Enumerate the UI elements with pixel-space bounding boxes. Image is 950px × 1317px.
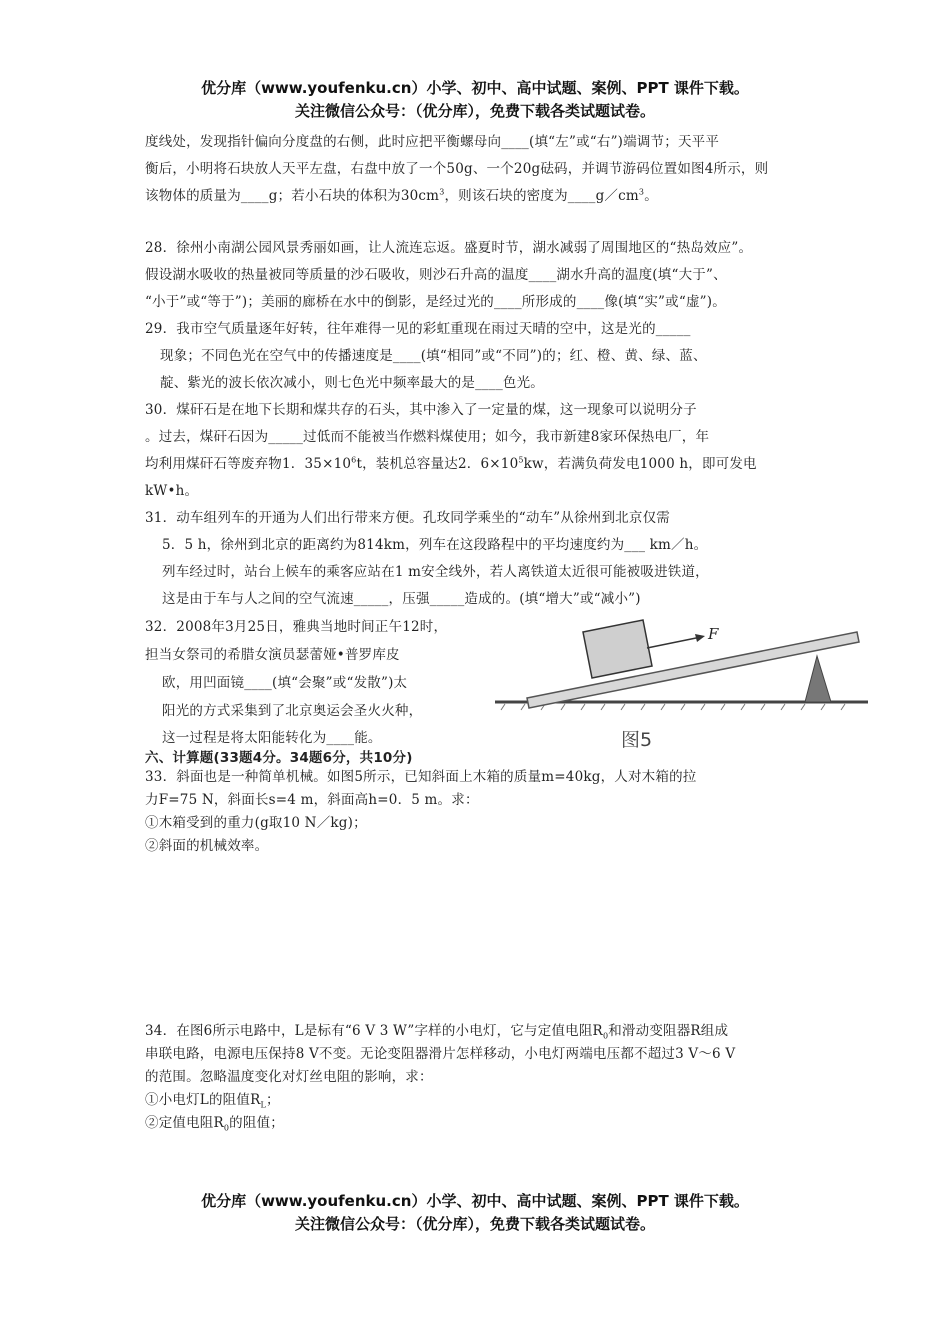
force-label: F [708, 625, 719, 643]
q27-line-2: 衡后，小明将石块放人天平左盘，右盘中放了一个50g、一个20g砝码，并调节游码位置如图4所示，则 [145, 161, 769, 177]
q31-line-2: 5．5 h，徐州到北京的距离约为814km，列车在这段路程中的平均速度约为___ km／h。 [162, 537, 708, 553]
support-triangle [805, 656, 831, 702]
q34-line-5: ②定值电阻$R_0$的阻值； [145, 1115, 284, 1133]
q34-line-3: 的范围。忽略温度变化对灯丝电阻的影响，求： [145, 1069, 433, 1085]
q33-line-3: ①木箱受到的重力(g取10 N／kg)； [145, 815, 367, 831]
q28-line-1: 28．徐州小南湖公园风景秀丽如画，让人流连忘返。盛夏时节，湖水减弱了周围地区的“热岛效应”。 [145, 240, 753, 256]
q29-line-2: 现象；不同色光在空气中的传播速度是____(填“相同”或“不同”)的；红、橙、黄、绿、蓝、 [160, 348, 707, 364]
q30-line-3: 均利用煤矸石等废弃物1．$35\times 10^6t$，装机总容量达2．$6\times 10^5kw$，若满负荷发电1000 h，即可发电 [145, 455, 757, 472]
q34-line-1: 34．在图6所示电路中，L是标有“6 V 3 W”字样的小电灯，它与定值电阻$R_0$和滑动变阻器R组成 [145, 1023, 729, 1041]
ground-hatching [501, 704, 845, 710]
wooden-box [583, 620, 652, 678]
q33-line-4: ②斜面的机械效率。 [145, 838, 269, 854]
q32-line-5: 这一过程是将太阳能转化为____能。 [162, 730, 382, 746]
q30-line-4: kW•h。 [145, 483, 199, 499]
q32-line-4: 阳光的方式采集到了北京奥运会圣火火种， [162, 703, 423, 719]
q33-line-2: 力F=75 N，斜面长s=4 m，斜面高h=0．5 m。求： [145, 792, 479, 808]
q27-line-1: 度线处，发现指针偏向分度盘的右侧，此时应把平衡螺母向____(填“左”或“右”)端调节；天平平 [145, 134, 720, 150]
q32-line-1: 32．2008年3月25日，雅典当地时间正午12时， [145, 619, 448, 635]
force-arrow [647, 637, 701, 648]
q34-line-4: ①小电灯L的阻值$R_L$； [145, 1092, 280, 1110]
q29-line-1: 29．我市空气质量逐年好转，往年难得一见的彩虹重现在雨过天晴的空中，这是光的_____ [145, 321, 691, 337]
q30-line-1: 30．煤矸石是在地下长期和煤共存的石头，其中渗入了一定量的煤，这一现象可以说明分子 [145, 402, 697, 418]
q31-line-1: 31．动车组列车的开通为人们出行带来方便。孔玫同学乘坐的“动车”从徐州到北京仅需 [145, 510, 670, 526]
q34-line-2: 串联电路，电源电压保持8 V不变。无论变阻器滑片怎样移动，小电灯两端电压都不超过3 V～6 V [145, 1046, 736, 1062]
q30-line-2: 。过去，煤矸石因为_____过低而不能被当作燃料煤使用；如今，我市新建8家环保热电厂，年 [145, 429, 710, 445]
header-line-2: 关注微信公众号：（优分库），免费下载各类试题试卷。 [294, 102, 655, 120]
figure-5-inclined-plane [495, 618, 868, 754]
q31-line-4: 这是由于车与人之间的空气流速_____，压强_____造成的。(填“增大”或“减小”) [162, 591, 641, 607]
footer-line-2: 关注微信公众号：（优分库），免费下载各类试题试卷。 [294, 1215, 655, 1233]
q31-line-3: 列车经过时，站台上候车的乘客应站在1 m安全线外，若人离铁道太近很可能被吸进铁道， [162, 564, 709, 580]
header-line-1: 优分库（www.youfenku.cn）小学、初中、高中试题、案例、PPT 课件下载。 [201, 79, 749, 97]
q28-line-2: 假设湖水吸收的热量被同等质量的沙石吸收，则沙石升高的温度____湖水升高的温度(填“大于”、 [145, 267, 727, 283]
q29-line-3: 靛、紫光的波长依次减小，则七色光中频率最大的是____色光。 [160, 375, 544, 391]
q33-line-1: 33．斜面也是一种简单机械。如图5所示，已知斜面上木箱的质量m=40kg，人对木箱的拉 [145, 769, 697, 785]
q32-line-2: 担当女祭司的希腊女演员瑟蕾娅•普罗库皮 [145, 647, 400, 663]
footer-line-1: 优分库（www.youfenku.cn）小学、初中、高中试题、案例、PPT 课件下载。 [201, 1192, 749, 1210]
figure-caption: 图5 [621, 729, 653, 751]
q27-line-3: 该物体的质量为____g；若小石块的体积为$30cm^3$，则该石块的密度为$\_\_\_\_g/cm^3$。 [145, 187, 658, 204]
q28-line-3: “小于”或“等于”)；美丽的廊桥在水中的倒影，是经过光的____所形成的____像(填“实”或“虚”)。 [145, 294, 726, 310]
force-arrowhead [695, 634, 705, 642]
section-6-title: 六、计算题(33题4分。34题6分，共10分) [145, 750, 413, 766]
q32-line-3: 欧，用凹面镜____(填“会聚”或“发散”)太 [162, 675, 408, 691]
